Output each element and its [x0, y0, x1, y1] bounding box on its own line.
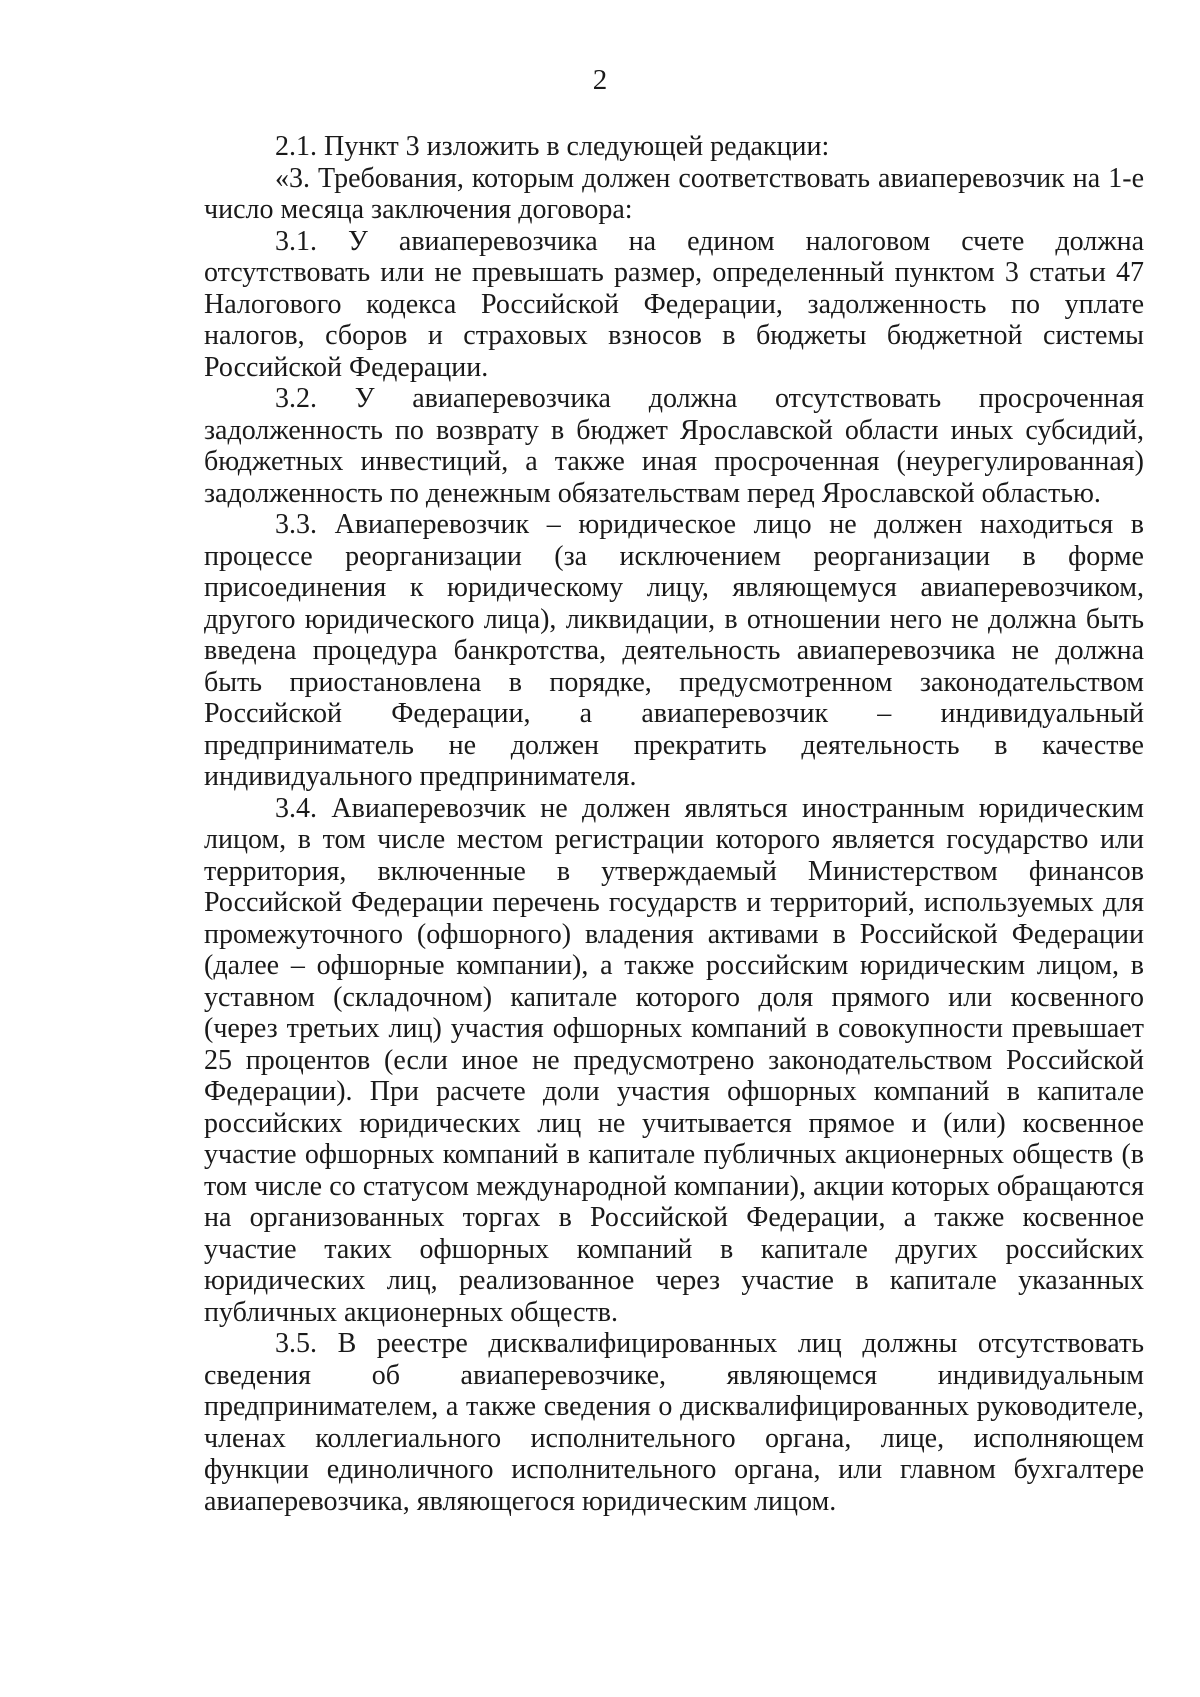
- paragraph-3-1: 3.1. У авиаперевозчика на едином налоговом счете должна отсутствовать или не превышать размер, определенный пунктом 3 статьи 47 Налогового кодекса Российской Федерации, задолженность по уплате налогов, сборов и страховых взносов в бюджеты бюджетной системы Российской Федерации.: [204, 225, 1144, 383]
- page-number: 2: [592, 64, 608, 96]
- paragraph-3-2: 3.2. У авиаперевозчика должна отсутствовать просроченная задолженность по возврату в бюджет Ярославской области иных субсидий, бюджетных инвестиций, а также иная просроченная (неурегулированная) задолженность по денежным обязательствам перед Ярославской областью.: [204, 383, 1144, 509]
- paragraph-3-4: 3.4. Авиаперевозчик не должен являться иностранным юридическим лицом, в том числе местом регистрации которого является государство или территория, включенные в утверждаемый Министерством финансов Российской Федерации перечень государств и территорий, используемых для промежуточного (офшорного) владения активами в Российской Федерации (далее – офшорные компании), а также российским юридическим лицом, в уставном (складочном) капитале которого доля прямого или косвенного (через третьих лиц) участия офшорных компаний в совокупности превышает 25 процентов (если иное не предусмотрено законодательством Российской Федерации). При расчете доли участия офшорных компаний в капитале российских юридических лиц не учитывается прямое и (или) косвенное участие офшорных компаний в капитале публичных акционерных обществ (в том числе со статусом международной компании), акции которых обращаются на организованных торгах в Российской Федерации, а также косвенное участие таких офшорных компаний в капитале других российских юридических лиц, реализованное через участие в капитале указанных публичных акционерных обществ.: [204, 792, 1144, 1328]
- paragraph-3-5: 3.5. В реестре дисквалифицированных лиц должны отсутствовать сведения об авиаперевозчике, являющемся индивидуальным предпринимателем, а также сведения о дисквалифицированных руководителе, членах коллегиального исполнительного органа, лице, исполняющем функции единоличного исполнительного органа, или главном бухгалтере авиаперевозчика, являющегося юридическим лицом.: [204, 1328, 1144, 1517]
- paragraph-2-1: 2.1. Пункт 3 изложить в следующей редакции:: [275, 131, 830, 162]
- document-body: [204, 131, 1144, 1517]
- paragraph-3-intro: «3. Требования, которым должен соответствовать авиаперевозчик на 1-е число месяца заключения договора:: [204, 162, 1144, 225]
- paragraph-3-3: 3.3. Авиаперевозчик – юридическое лицо не должен находиться в процессе реорганизации (за исключением реорганизации в форме присоединения к юридическому лицу, являющемуся авиаперевозчиком, другого юридического лица), ликвидации, в отношении него не должна быть введена процедура банкротства, деятельность авиаперевозчика не должна быть приостановлена в порядке, предусмотренном законодательством Российской Федерации, а авиаперевозчик – индивидуальный предприниматель не должен прекратить деятельность в качестве индивидуального предпринимателя.: [204, 509, 1144, 792]
